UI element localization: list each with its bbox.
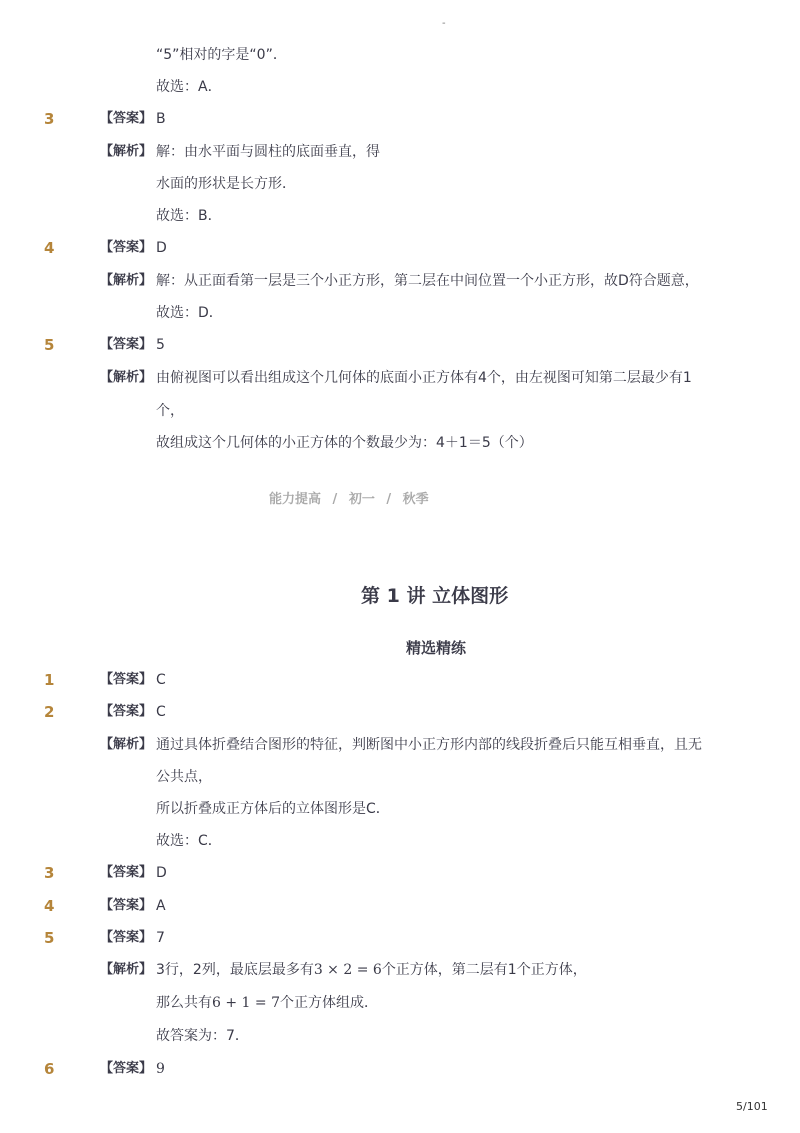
analysis-text: 个正方体组成． [279,995,378,1011]
question-number: 3 [44,864,55,882]
analysis-line [156,993,378,1013]
answer-tag: 【答案】 [100,1061,153,1076]
breadcrumb [269,490,429,510]
answer-value: D [156,865,167,881]
analysis-line: 故选：D． [156,305,223,321]
question-number: 4 [44,239,55,257]
answer-value: A [156,898,166,914]
analysis-tag: 【解析】 [100,273,153,288]
answer-tag: 【答案】 [100,898,153,913]
answer-tag: 【答案】 [100,704,153,719]
analysis-line: 个， [156,403,184,419]
answer-value: 5 [156,337,165,353]
analysis-text: 3行，2列，最底层最多有 [156,962,314,978]
analysis-tag: 【解析】 [100,962,153,977]
analysis-line: 通过具体折叠结合图形的特征，判断图中小正方形内部的线段折叠后只能互相垂直，且无 [156,737,702,753]
analysis-line: 解：由水平面与圆柱的底面垂直，得 [156,144,380,160]
question-number: 2 [44,703,55,721]
section-title: 第 1 讲 立体图形 [361,585,509,607]
continued-conclusion: 故选：A． [156,79,222,95]
answer-value: B [156,111,166,127]
analysis-line: 故组成这个几何体的小正方体的个数最少为：4＋1＝5（个） [156,435,533,451]
analysis-line: 公共点， [156,769,212,785]
breadcrumb-item: 秋季 [402,492,429,507]
answer-value: D [156,240,167,256]
section-subtitle: 精选精练 [406,639,467,657]
answer-tag: 【答案】 [100,111,153,126]
analysis-text: 那么共有 [156,995,212,1011]
analysis-tag: 【解析】 [100,370,153,385]
analysis-line: 所以折叠成正方体后的立体图形是C． [156,801,390,817]
answer-value: C [156,672,166,688]
answer-tag: 【答案】 [100,337,153,352]
continued-text: “5”相对的字是“0”． [156,47,287,63]
question-number: 1 [44,671,55,689]
question-number: 5 [44,929,55,947]
analysis-line: 由俯视图可以看出组成这个几何体的底面小正方体有4个，由左视图可知第二层最少有1 [156,370,692,386]
question-number: 3 [44,110,55,128]
question-number: 4 [44,897,55,915]
question-number: 6 [44,1060,55,1078]
analysis-text: 个正方体，第二层有1个正方体， [381,962,587,978]
top-mark: - [442,18,446,29]
analysis-line: 水面的形状是长方形． [156,176,296,192]
answer-tag: 【答案】 [100,672,153,687]
analysis-line [156,960,587,980]
analysis-line: 故选：B． [156,208,222,224]
analysis-tag: 【解析】 [100,737,153,752]
answer-tag: 【答案】 [100,865,153,880]
breadcrumb-separator: / [332,492,338,507]
answer-value: 7 [156,930,165,946]
answer-tag: 【答案】 [100,240,153,255]
question-number: 5 [44,336,55,354]
breadcrumb-separator: / [386,492,392,507]
answer-tag: 【答案】 [100,930,153,945]
answer-value: 9 [156,1061,165,1077]
math-expression: 6 + 1 = 7 [212,995,280,1011]
breadcrumb-item: 能力提高 [269,492,322,507]
breadcrumb-item: 初一 [348,492,375,507]
analysis-line: 故答案为：7． [156,1028,249,1044]
analysis-line: 解：从正面看第一层是三个小正方形，第二层在中间位置一个小正方形，故D符合题意， [156,273,699,289]
math-expression: 3 × 2 = 6 [313,962,382,978]
analysis-line: 故选：C． [156,833,222,849]
page-number: 5/101 [736,1100,768,1113]
analysis-tag: 【解析】 [100,144,153,159]
answer-value: C [156,704,166,720]
